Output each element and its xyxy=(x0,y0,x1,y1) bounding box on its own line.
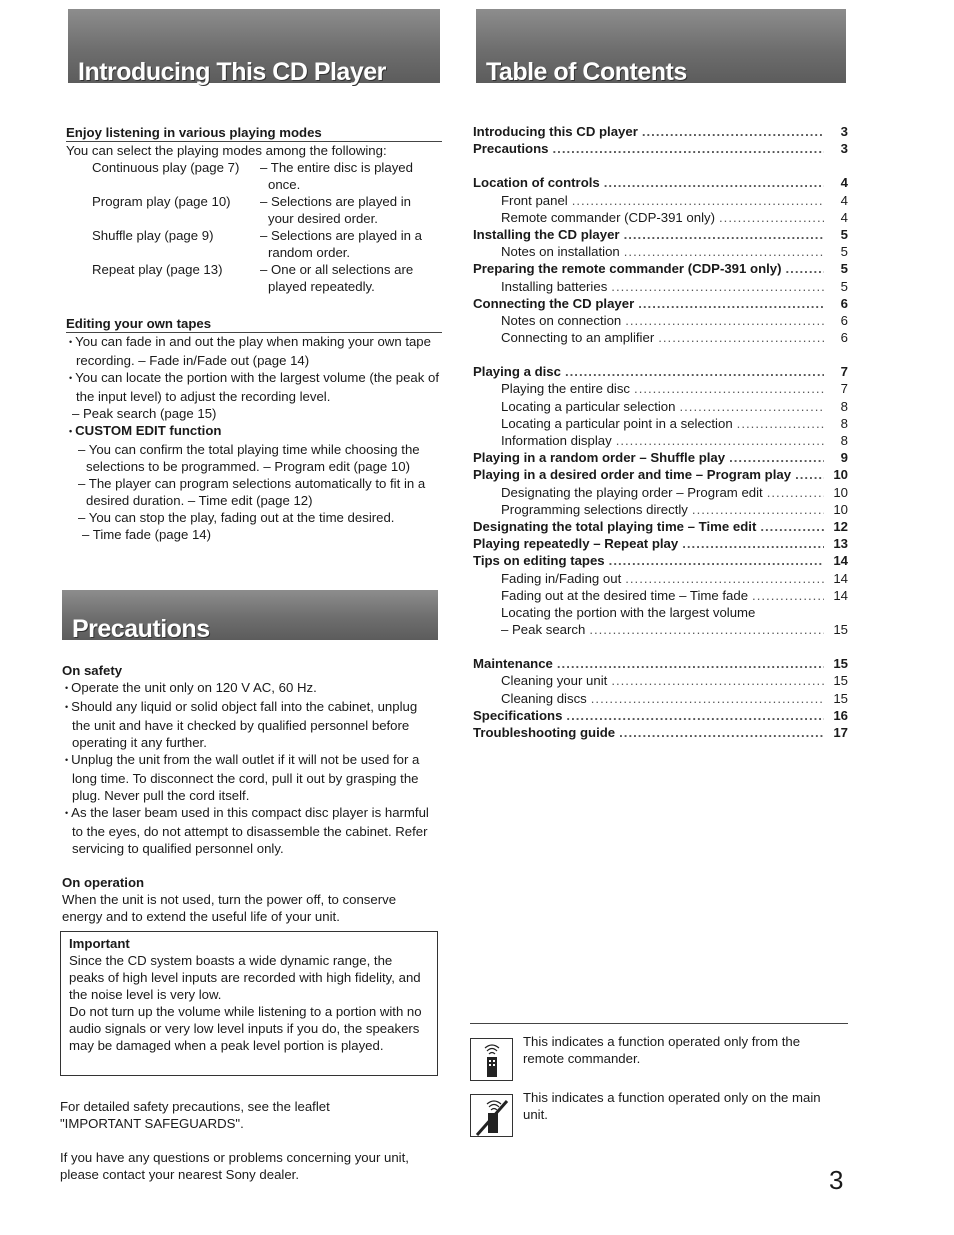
toc-leader-dots xyxy=(719,209,824,226)
toc-entry xyxy=(473,209,848,226)
important-box xyxy=(60,931,438,1076)
toc-entry-title: Installing batteries xyxy=(501,278,608,294)
mode-name: Repeat play (page 13) xyxy=(92,262,223,277)
mode-name: Program play (page 10) xyxy=(92,194,231,209)
custom-edit-item: – Time fade (page 14) xyxy=(82,527,212,542)
toc-leader-dots xyxy=(589,621,824,638)
toc-entry-title: Playing the entire disc xyxy=(501,381,631,397)
toc-entry-page: 13 xyxy=(833,536,848,552)
mode-row xyxy=(92,227,440,261)
toc-entry xyxy=(473,363,848,380)
toc-entry-page: 10 xyxy=(833,484,848,500)
toc-leader-dots xyxy=(611,672,824,689)
toc-leader-dots xyxy=(767,484,824,501)
toc-entry xyxy=(473,243,848,260)
toc-entry-page: 15 xyxy=(833,690,848,706)
modes-heading: Enjoy listening in various playing modes xyxy=(66,124,442,142)
toc-entry xyxy=(473,415,848,432)
safety-item: • Operate the unit only on 120 V AC, 60 Hz. xyxy=(62,679,438,698)
toc-entry xyxy=(473,707,848,724)
mode-name: Shuffle play (page 9) xyxy=(92,228,214,243)
legend-divider xyxy=(470,1023,848,1024)
toc-entry-page: 3 xyxy=(840,141,848,157)
precautions-section xyxy=(62,662,438,925)
toc-entry-title: Location of controls xyxy=(473,175,600,191)
important-heading: Important xyxy=(69,936,130,951)
custom-edit-label: • CUSTOM EDIT function xyxy=(66,422,442,441)
toc-leader-dots xyxy=(679,398,824,415)
toc-leader-dots xyxy=(752,587,824,604)
toc-leader-dots xyxy=(692,501,824,518)
toc-spacer xyxy=(473,346,848,363)
toc-entry-page: 15 xyxy=(833,622,848,638)
toc-entry-title: Programming selections directly xyxy=(501,501,688,517)
toc-entry xyxy=(473,604,848,621)
toc-leader-dots xyxy=(795,466,824,483)
editing-heading: Editing your own tapes xyxy=(66,315,442,333)
toc-entry xyxy=(473,501,848,518)
toc-entry xyxy=(473,724,848,741)
toc-entry-page: 4 xyxy=(840,175,848,191)
toc-entry-title: Designating the total playing time – Time edit xyxy=(473,518,757,534)
toc-entry-title: Remote commander (CDP-391 only) xyxy=(501,209,716,225)
toc-leader-dots xyxy=(786,260,824,277)
toc-entry-title: Tips on editing tapes xyxy=(473,553,605,569)
toc-leader-dots xyxy=(625,312,824,329)
toc-entry-title: Introducing this CD player xyxy=(473,124,638,139)
toc-entry-page: 4 xyxy=(840,192,848,208)
toc-entry-page: 15 xyxy=(833,656,848,672)
intro-banner xyxy=(68,9,440,86)
intro-title: Introducing This CD Player xyxy=(78,58,386,86)
toc-entry-page: 17 xyxy=(833,725,848,740)
toc-entry-title: – Peak search xyxy=(501,622,586,638)
toc-entry xyxy=(473,432,848,449)
remote-commander-icon xyxy=(470,1038,513,1081)
toc-entry-page: 7 xyxy=(840,364,848,380)
toc-leader-dots xyxy=(642,123,824,140)
toc-entry xyxy=(473,587,848,604)
modes-intro: You can select the playing modes among the following: xyxy=(66,143,387,158)
mode-description: – One or all selections are played repeatedly. xyxy=(260,262,414,294)
toc-entry-page: 8 xyxy=(840,433,848,448)
toc-entry xyxy=(473,260,848,277)
toc-leader-dots xyxy=(611,278,824,295)
toc-entry-page: 8 xyxy=(840,415,848,431)
toc-leader-dots xyxy=(566,707,824,724)
toc-leader-dots xyxy=(591,690,824,707)
toc-entry-title: Notes on connection xyxy=(501,312,622,328)
toc-leader-dots xyxy=(572,192,824,209)
safety-item: • As the laser beam used in this compact disc player is harmful to the eyes, do not attempt to disassemble the cabinet. Refer servicing to qualified personnel only. xyxy=(62,804,438,857)
toc-entry-title: Troubleshooting guide xyxy=(473,725,616,740)
toc-entry-page: 10 xyxy=(833,467,848,483)
toc-entry-title: Cleaning discs xyxy=(501,690,587,706)
important-paragraph: Since the CD system boasts a wide dynamic range, the peaks of high level inputs are recorded with high fidelity, and the noise level is very low. xyxy=(69,953,421,1002)
toc-entry xyxy=(473,672,848,689)
toc-entry-title: Notes on installation xyxy=(501,244,620,260)
toc-entry-title: Precautions xyxy=(473,141,549,157)
toc-entry xyxy=(473,690,848,707)
operation-text: When the unit is not used, turn the power off, to conserve energy and to extend the useful life of your unit. xyxy=(62,892,397,924)
toc-leader-dots xyxy=(619,724,824,741)
toc-entry-page: 5 xyxy=(840,278,848,294)
toc-leader-dots xyxy=(737,415,824,432)
toc-entry xyxy=(473,123,848,140)
toc-leader-dots xyxy=(624,243,824,260)
toc-entry-page: 6 xyxy=(840,295,848,311)
toc-leader-dots xyxy=(760,518,824,535)
mode-name: Continuous play (page 7) xyxy=(92,160,240,175)
mode-description: – The entire disc is played once. xyxy=(260,160,413,192)
toc-banner xyxy=(476,9,846,86)
safety-heading: On safety xyxy=(62,663,123,678)
toc-entry-page: 8 xyxy=(840,398,848,414)
toc-entry xyxy=(473,552,848,569)
toc-entry-title: Playing in a desired order and time – Program play xyxy=(473,467,792,483)
toc-entry xyxy=(473,295,848,312)
toc-entry-page: 5 xyxy=(840,226,848,242)
toc-entry-title: Fading in/Fading out xyxy=(501,570,622,586)
toc-entry-title: Maintenance xyxy=(473,656,553,672)
table-of-contents xyxy=(473,123,848,741)
intro-section xyxy=(66,124,442,543)
toc-leader-dots xyxy=(625,570,824,587)
toc-entry xyxy=(473,655,848,672)
mode-description: – Selections are played in your desired order. xyxy=(260,194,412,226)
toc-spacer xyxy=(473,157,848,174)
toc-entry xyxy=(473,174,848,191)
toc-entry-title: Playing a disc xyxy=(473,364,561,380)
operation-heading: On operation xyxy=(62,875,145,890)
toc-entry-title: Preparing the remote commander (CDP-391 only) xyxy=(473,261,782,277)
toc-entry-title: Playing repeatedly – Repeat play xyxy=(473,536,679,552)
mode-row xyxy=(92,261,440,295)
toc-entry xyxy=(473,398,848,415)
remote-note: This indicates a function operated only from the remote commander. xyxy=(523,1034,801,1066)
toc-entry-title: Connecting to an amplifier xyxy=(501,330,655,346)
toc-entry xyxy=(473,140,848,157)
toc-entry-page: 14 xyxy=(833,587,848,603)
toc-entry-page: 3 xyxy=(840,124,848,139)
toc-title: Table of Contents xyxy=(486,58,687,86)
toc-entry-page: 7 xyxy=(840,381,848,397)
toc-leader-dots xyxy=(682,535,824,552)
mode-row xyxy=(92,159,440,193)
toc-leader-dots xyxy=(616,432,824,449)
editing-item: • You can fade in and out the play when making your own tape recording. – Fade in/Fade out (page 14) xyxy=(66,333,442,369)
custom-edit-item: – You can confirm the total playing time while choosing the selections to be programmed. – Program edit (page 10) xyxy=(78,442,420,474)
toc-entry-title: Installing the CD player xyxy=(473,226,620,242)
toc-entry-title: Connecting the CD player xyxy=(473,295,635,311)
safety-item: • Should any liquid or solid object fall into the cabinet, unplug the unit and have it checked by qualified personnel before operating it any further. xyxy=(62,698,438,751)
toc-entry xyxy=(473,329,848,346)
page-number: 3 xyxy=(829,1165,844,1195)
toc-entry-page: 5 xyxy=(840,244,848,260)
toc-leader-dots xyxy=(604,174,824,191)
custom-edit-item: – The player can program selections automatically to fit in a desired duration. – Time edit (page 12) xyxy=(78,476,426,508)
toc-entry xyxy=(473,226,848,243)
toc-entry-page: 6 xyxy=(840,312,848,328)
toc-entry-title: Locating a particular point in a selection xyxy=(501,415,733,431)
toc-leader-dots xyxy=(658,329,824,346)
toc-entry-title: Locating a particular selection xyxy=(501,398,676,414)
modes-table xyxy=(92,159,440,295)
important-paragraph: Do not turn up the volume while listening to a portion with no audio signals or very low level inputs if you do, the speakers may be damaged when a peak level portion is played. xyxy=(69,1004,422,1053)
toc-entry-page: 4 xyxy=(840,209,848,225)
toc-leader-dots xyxy=(553,140,825,157)
editing-item: • You can locate the portion with the largest volume (the peak of the input level) to adjust the recording level. xyxy=(66,369,442,405)
toc-entry xyxy=(473,192,848,209)
toc-entry-page: 5 xyxy=(840,261,848,277)
toc-entry-title: Locating the portion with the largest volume xyxy=(501,604,756,620)
main-unit-icon xyxy=(470,1094,513,1137)
main-unit-note: This indicates a function operated only on the main unit. xyxy=(523,1090,821,1122)
toc-leader-dots xyxy=(624,226,824,243)
mode-description: – Selections are played in a random order. xyxy=(260,228,423,260)
peak-search-ref: – Peak search (page 15) xyxy=(72,406,217,421)
toc-leader-dots xyxy=(729,449,824,466)
toc-entry-page: 6 xyxy=(840,330,848,346)
toc-entry xyxy=(473,312,848,329)
safety-item: • Unplug the unit from the wall outlet if it will not be used for a long time. To disconnect the cord, pull it out by grasping the plug. Never pull the cord itself. xyxy=(62,751,438,804)
toc-entry-title: Playing in a random order – Shuffle play xyxy=(473,450,726,466)
toc-entry-title: Specifications xyxy=(473,707,563,723)
toc-entry-title: Front panel xyxy=(501,192,568,208)
toc-entry-page: 14 xyxy=(833,570,848,586)
toc-entry xyxy=(473,449,848,466)
leaflet-text: For detailed safety precautions, see the leaflet "IMPORTANT SAFEGUARDS". xyxy=(60,1099,330,1131)
toc-entry-title: Fading out at the desired time – Time fade xyxy=(501,587,749,603)
toc-entry xyxy=(473,466,848,483)
toc-leader-dots xyxy=(565,363,824,380)
toc-entry-page: 16 xyxy=(833,707,848,723)
precautions-title: Precautions xyxy=(72,615,210,643)
toc-entry xyxy=(473,535,848,552)
toc-leader-dots xyxy=(634,380,824,397)
toc-entry-page: 12 xyxy=(833,518,848,534)
precautions-banner xyxy=(62,590,438,643)
toc-entry xyxy=(473,570,848,587)
toc-entry xyxy=(473,518,848,535)
toc-entry xyxy=(473,621,848,638)
toc-entry-title: Cleaning your unit xyxy=(501,673,608,689)
toc-leader-dots xyxy=(557,655,824,672)
toc-entry-title: Information display xyxy=(501,433,612,448)
mode-row xyxy=(92,193,440,227)
toc-entry-page: 10 xyxy=(833,501,848,517)
toc-entry xyxy=(473,278,848,295)
toc-entry-title: Designating the playing order – Program edit xyxy=(501,484,763,500)
custom-edit-item: – You can stop the play, fading out at the time desired. xyxy=(78,510,395,525)
toc-leader-dots xyxy=(609,552,824,569)
toc-entry xyxy=(473,380,848,397)
toc-entry-page: 9 xyxy=(840,450,848,466)
toc-spacer xyxy=(473,638,848,655)
dealer-text: If you have any questions or problems concerning your unit, please contact your nearest Sony dealer. xyxy=(60,1150,409,1182)
toc-leader-dots xyxy=(638,295,824,312)
toc-entry-page: 15 xyxy=(833,673,848,689)
toc-entry xyxy=(473,484,848,501)
toc-entry-page: 14 xyxy=(833,553,848,569)
